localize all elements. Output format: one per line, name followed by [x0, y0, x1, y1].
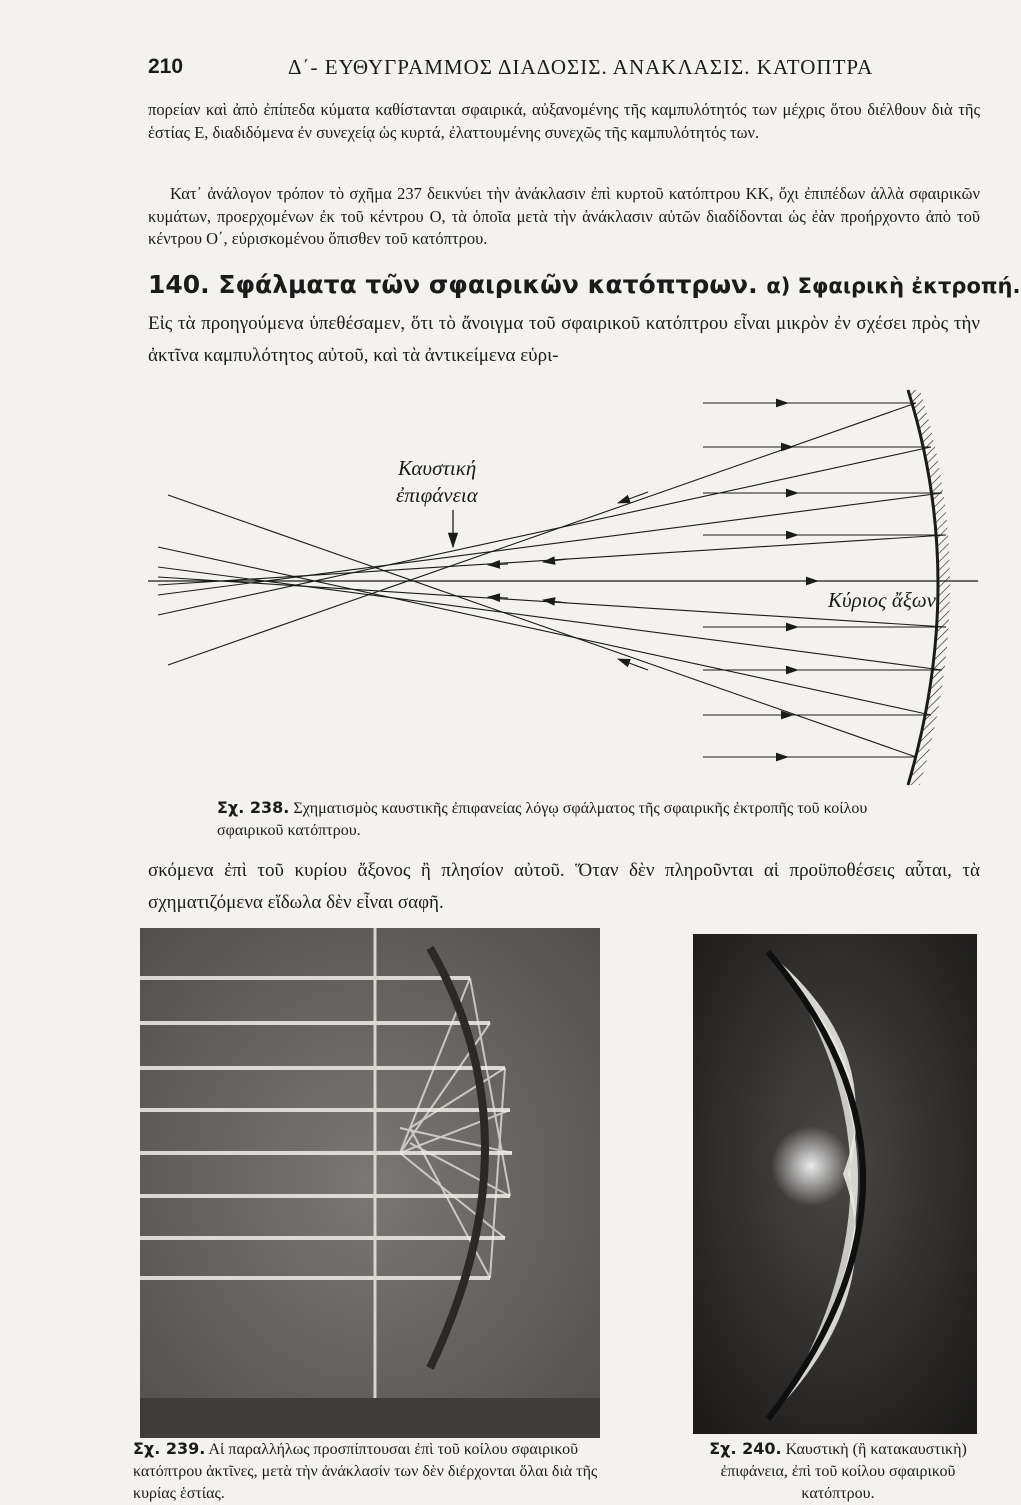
caustic-label-line2: ἐπιφάνεια — [396, 483, 478, 507]
figure-240-photo — [693, 934, 977, 1434]
figure-238-caption-text: Σχηματισμὸς καυστικῆς ἐπιφανείας λόγῳ σφάλματος τῆς σφαιρικῆς ἐκτροπῆς τοῦ κοίλου σφαιρικοῦ κατόπτρου. — [217, 800, 868, 839]
paragraph-2: Κατ᾽ ἀνάλογον τρόπον τὸ σχῆμα 237 δεικνύει τὴν ἀνάκλασιν ἐπὶ κυρτοῦ κατόπτρου ΚΚ, ὄχι ἐπιπέδων ἀλλὰ σφαιρικῶν κυμάτων, προερχομένων ἐκ τοῦ κέντρου Ο, τὰ ὁποῖα μετὰ τὴν ἀνάκλασιν αὐτῶν διαδίδονται ὡς ἐὰν προήρχοντο ἀπὸ τοῦ κέντρου Ο΄, εὑρισκομένου ὄπισθεν τοῦ κατόπτρου. — [148, 184, 980, 248]
reflected-rays — [158, 403, 946, 757]
paragraph-4: σκόμενα ἐπὶ τοῦ κυρίου ἄξονος ἢ πλησίον αὐτοῦ. Ὅταν δὲν πληροῦνται αἱ προϋποθέσεις αὗται, τὰ σχηματιζόμενα εἴδωλα δὲν εἶναι σαφῆ. — [148, 860, 980, 913]
section-subtitle: α) Σφαιρικὴ ἐκτροπή. — [766, 274, 1021, 298]
caustic-label-line1: Καυστική — [398, 456, 477, 480]
figure-239-caption-text: Αἱ παραλλήλως προσπίπτουσαι ἐπὶ τοῦ κοίλου σφαιρικοῦ κατόπτρου ἀκτῖνες, μετὰ τὴν ἀνάκλασίν των δὲν διέρχονται ὅλαι διὰ τῆς κυρίας ἑστίας. — [133, 1441, 598, 1502]
paragraph-1: πορείαν καὶ ἀπὸ ἐπίπεδα κύματα καθίστανται σφαιρικά, αὐξανομένης τῆς καμπυλότητός των μέχρις ὅτου διέλθουν διὰ τῆς ἑστίας Ε, διαδιδόμενα ἐν συνεχείᾳ ὡς κυρτά, ἐλαττουμένης συνεχῶς τῆς καμπυλότητός των. — [148, 100, 980, 142]
incident-rays — [703, 403, 946, 757]
page-number: 210 — [148, 55, 184, 78]
axis-label: Κύριος ἄξων — [828, 588, 936, 612]
figure-238-label: Σχ. 238. — [217, 798, 290, 817]
figure-240-label: Σχ. 240. — [709, 1439, 782, 1458]
figure-240-caption — [693, 1438, 983, 1505]
page-header — [148, 55, 978, 89]
paragraph-3: Εἰς τὰ προηγούμενα ὑπεθέσαμεν, ὅτι τὸ ἄνοιγμα τοῦ σφαιρικοῦ κατόπτρου εἶναι μικρὸν ἐν σχέσει πρὸς τὴν ἀκτῖνα καμπυλότητος αὐτοῦ, καὶ τὰ ἀντικείμενα εὑρι- — [148, 313, 980, 366]
section-title: 140. Σφάλματα τῶν σφαιρικῶν κατόπτρων. — [148, 270, 758, 299]
figure-238-diagram — [148, 385, 978, 810]
figure-238-caption — [217, 797, 917, 842]
section-heading — [148, 270, 1021, 299]
figure-240-caption-text: Καυστικὴ (ἢ κατακαυστικὴ) ἐπιφάνεια, ἐπὶ τοῦ κοίλου σφαιρικοῦ κατόπτρου. — [720, 1441, 967, 1502]
figure-239-photo — [140, 928, 600, 1438]
figure-239-label: Σχ. 239. — [133, 1439, 206, 1458]
figure-239-caption — [133, 1438, 603, 1505]
running-head: Δ΄- ΕΥΘΥΓΡΑΜΜΟΣ ΔΙΑΔΟΣΙΣ. ΑΝΑΚΛΑΣΙΣ. ΚΑΤΟΠΤΡΑ — [288, 55, 874, 79]
